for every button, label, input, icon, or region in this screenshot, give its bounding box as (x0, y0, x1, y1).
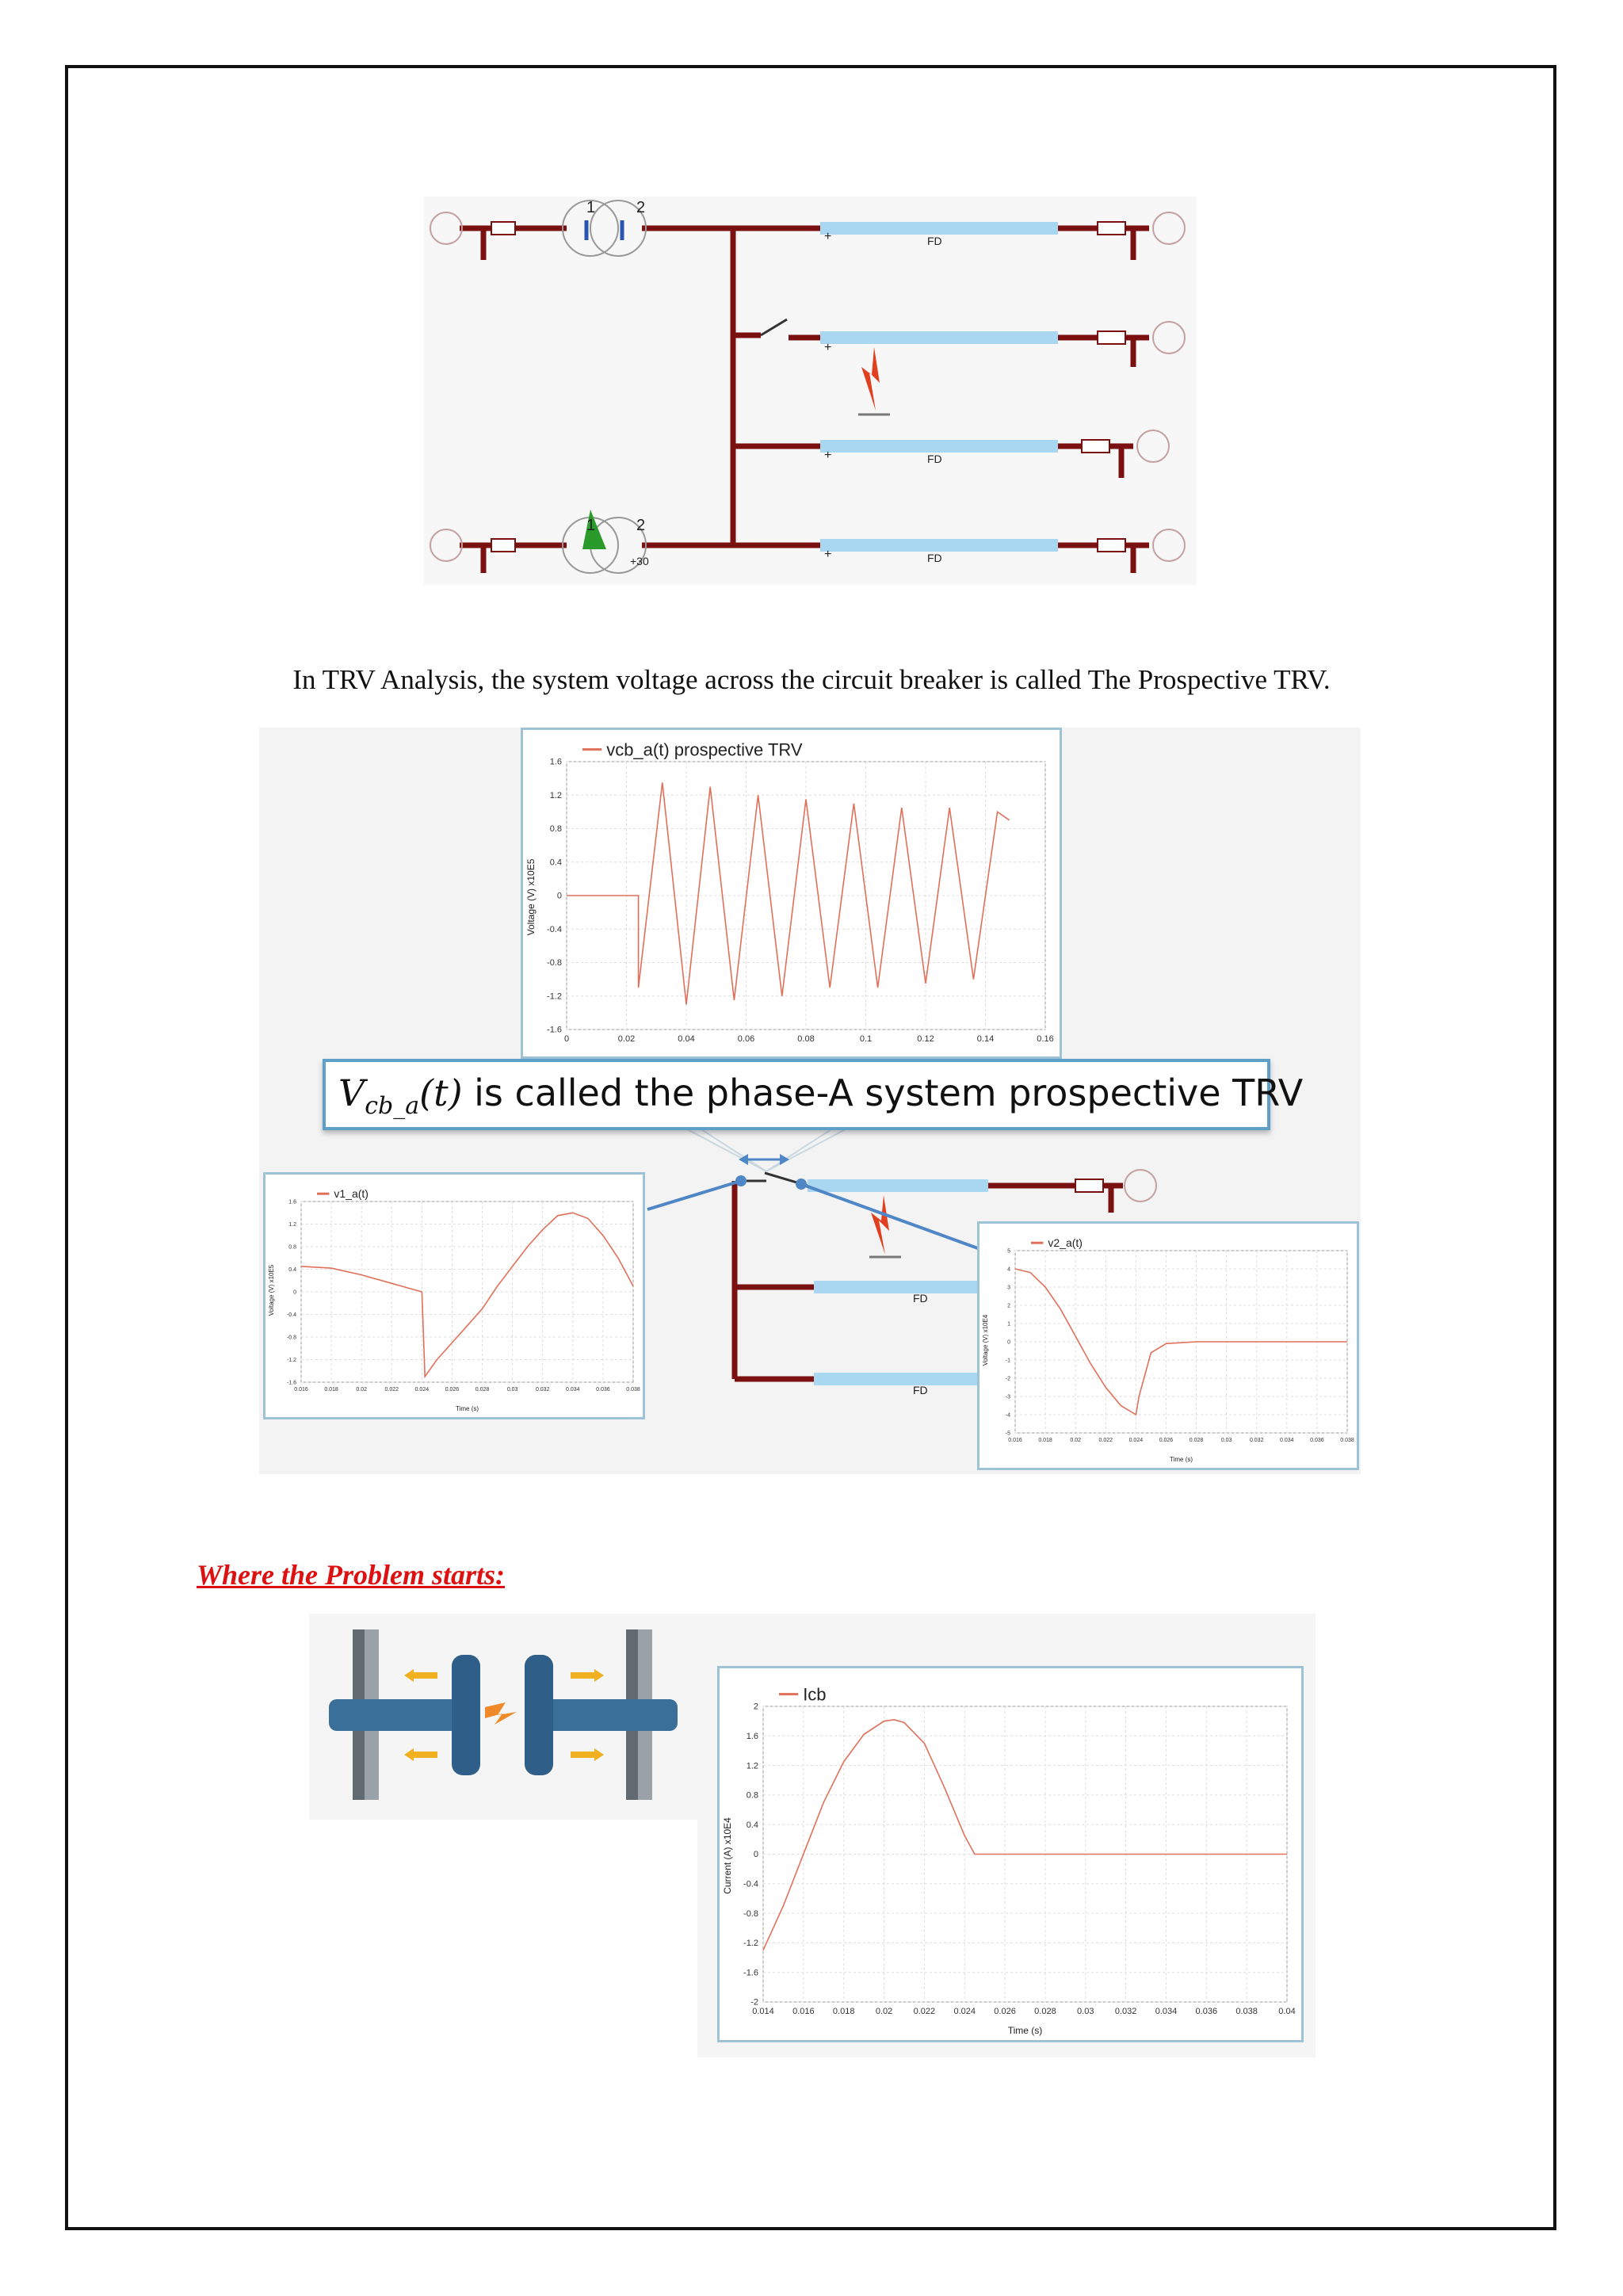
callout-math-v: V (338, 1072, 365, 1114)
x-tick-label: 0.04 (678, 1034, 695, 1044)
x-tick-label: 0.032 (535, 1387, 550, 1392)
x-axis-label: Time (s) (1007, 2025, 1043, 2036)
x-tick-label: 0.03 (1077, 2007, 1094, 2016)
chart-prospective-trv (521, 728, 1062, 1059)
x-tick-label: 0.02 (1070, 1438, 1081, 1443)
chart-title: vcb_a(t) prospective TRV (606, 739, 803, 760)
chart-title: v1_a(t) (334, 1187, 369, 1201)
x-tick-label: 0.024 (1128, 1438, 1144, 1443)
y-tick-label: -4 (1005, 1412, 1010, 1419)
tx2-label-1: 1 (586, 517, 596, 534)
x-tick-label: 0.06 (737, 1034, 755, 1044)
y-tick-label: -2 (750, 1997, 758, 2008)
x-tick-label: 0.024 (414, 1387, 430, 1392)
x-tick-label: 0.03 (506, 1387, 518, 1392)
x-tick-label: 0.1 (859, 1034, 873, 1044)
y-tick-label: 1 (1007, 1321, 1010, 1328)
x-tick-label: 0.018 (1038, 1438, 1052, 1443)
caption-text: In TRV Analysis, the system voltage across the circuit breaker is called The Prospective TRV. (292, 664, 1331, 695)
y-tick-label: 1.6 (288, 1199, 296, 1205)
x-tick-label: 0.026 (994, 2007, 1016, 2016)
x-axis-label: Time (s) (455, 1405, 479, 1412)
x-tick-label: 0.022 (1098, 1438, 1113, 1443)
x-tick-label: 0.026 (445, 1387, 460, 1392)
y-tick-label: 1.6 (549, 757, 562, 767)
y-tick-label: 0 (293, 1289, 296, 1296)
y-tick-label: -2 (1005, 1376, 1010, 1382)
plus-label-3: + (824, 449, 832, 462)
x-tick-label: 0.14 (976, 1034, 995, 1044)
x-tick-label: 0.038 (1235, 2007, 1258, 2016)
breaker-contacts-illustration (309, 1614, 697, 1820)
x-tick-label: 0.034 (1155, 2007, 1178, 2016)
chart-v1a (263, 1172, 645, 1419)
y-tick-label: 3 (1007, 1285, 1010, 1291)
y-tick-label: 0.4 (288, 1266, 296, 1273)
y-tick-label: 4 (1007, 1266, 1010, 1273)
tx2-label-2: 2 (636, 517, 646, 534)
y-tick-label: -1 (1005, 1358, 1010, 1364)
y-tick-label: -5 (1005, 1431, 1010, 1437)
y-tick-label: 0.8 (549, 824, 562, 835)
x-tick-label: 0.036 (1310, 1438, 1324, 1443)
x-tick-label: 0.02 (875, 2007, 893, 2016)
y-tick-label: -0.4 (286, 1312, 296, 1318)
x-tick-label: 0.026 (1159, 1438, 1174, 1443)
y-tick-label: -0.4 (547, 924, 562, 934)
y-tick-label: 0.4 (746, 1820, 758, 1830)
y-tick-label: 2 (1007, 1303, 1010, 1309)
callout-box (323, 1059, 1304, 1130)
chart-v2a-svg (980, 1224, 1357, 1468)
y-tick-label: 0 (1007, 1339, 1010, 1346)
x-tick-label: 0.016 (1008, 1438, 1022, 1443)
x-tick-label: 0.16 (1037, 1034, 1054, 1044)
y-tick-label: -0.8 (286, 1335, 296, 1341)
x-tick-label: 0.016 (792, 2007, 815, 2016)
x-tick-label: 0.022 (384, 1387, 399, 1392)
y-axis-label: Current (A) x10E4 (722, 1817, 733, 1894)
callout-text-body: is called the phase-A system prospective TRV (462, 1072, 1304, 1114)
y-tick-label: -1.2 (286, 1357, 296, 1363)
y-tick-label: 1.2 (549, 790, 562, 800)
y-tick-label: 0.8 (288, 1244, 296, 1251)
x-tick-label: 0.04 (1278, 2007, 1296, 2016)
y-tick-label: -1.6 (286, 1380, 296, 1386)
fd-label-1: FD (927, 235, 942, 247)
chart-title: v2_a(t) (1048, 1236, 1083, 1250)
x-tick-label: 0.036 (596, 1387, 610, 1392)
callout-math-sub: cb_a (365, 1092, 420, 1121)
y-tick-label: 0 (753, 1850, 758, 1860)
x-tick-label: 0.028 (1189, 1438, 1204, 1443)
y-axis-label: Voltage (V) x10E5 (268, 1264, 275, 1316)
x-tick-label: 0.016 (294, 1387, 308, 1392)
x-tick-label: 0.03 (1220, 1438, 1232, 1443)
x-tick-label: 0.034 (1280, 1438, 1294, 1443)
y-tick-label: 2 (753, 1702, 758, 1712)
x-tick-label: 0.028 (1034, 2007, 1056, 2016)
chart-icb-svg (720, 1668, 1301, 2040)
x-tick-label: 0.02 (356, 1387, 367, 1392)
x-tick-label: 0.014 (752, 2007, 774, 2016)
x-tick-label: 0.022 (913, 2007, 936, 2016)
x-tick-label: 0.038 (626, 1387, 640, 1392)
x-axis-label: Time (s) (1169, 1456, 1193, 1463)
x-tick-label: 0.034 (566, 1387, 580, 1392)
y-tick-label: -0.4 (743, 1879, 758, 1889)
y-tick-label: -1.6 (743, 1968, 758, 1978)
x-tick-label: 0.12 (917, 1034, 934, 1044)
y-tick-label: 1.2 (746, 1761, 758, 1771)
tx2-shift-label: +30 (630, 555, 649, 567)
fd-label-4: FD (913, 1292, 928, 1305)
tx1-label-2: 2 (636, 199, 646, 216)
y-tick-label: -1.6 (547, 1025, 562, 1035)
chart-v1a-svg (265, 1175, 643, 1417)
callout-math-arg: (t) (419, 1072, 463, 1114)
x-tick-label: 0 (563, 1034, 570, 1044)
x-tick-label: 0.08 (797, 1034, 815, 1044)
y-tick-label: 1.6 (746, 1731, 758, 1741)
fd-label-5: FD (913, 1384, 928, 1396)
chart-icb (717, 1666, 1304, 2042)
x-tick-label: 0.032 (1114, 2007, 1137, 2016)
x-tick-label: 0.018 (832, 2007, 855, 2016)
x-tick-label: 0.032 (1249, 1438, 1264, 1443)
y-tick-label: -3 (1005, 1394, 1010, 1400)
y-tick-label: 0.8 (746, 1790, 758, 1801)
chart-title: Icb (803, 1684, 827, 1705)
section-heading: Where the Problem starts: (197, 1559, 506, 1591)
y-tick-label: 1.2 (288, 1221, 296, 1228)
plus-label-4: + (824, 548, 832, 561)
y-tick-label: -1.2 (547, 991, 562, 1002)
y-tick-label: -0.8 (547, 958, 562, 968)
x-tick-label: 0.024 (953, 2007, 976, 2016)
x-tick-label: 0.028 (475, 1387, 490, 1392)
tx1-label-1: 1 (586, 199, 596, 216)
plus-label-2: + (824, 341, 832, 354)
x-tick-label: 0.036 (1195, 2007, 1218, 2016)
fd-label-3: FD (927, 552, 942, 564)
y-tick-label: -0.8 (743, 1908, 758, 1919)
chart-v2a (977, 1221, 1359, 1470)
y-axis-label: Voltage (V) x10E4 (982, 1314, 989, 1366)
circuit-diagram (424, 197, 1197, 585)
callout-text (338, 1072, 1303, 1120)
y-tick-label: 5 (1007, 1248, 1010, 1255)
y-tick-label: 0 (556, 891, 562, 901)
plus-label-1: + (824, 230, 832, 243)
y-axis-label: Voltage (V) x10E5 (525, 858, 537, 936)
x-tick-label: 0.02 (617, 1034, 636, 1044)
fd-label-2: FD (927, 453, 942, 465)
x-tick-label: 0.038 (1340, 1438, 1354, 1443)
x-tick-label: 0.018 (324, 1387, 338, 1392)
y-tick-label: -1.2 (743, 1939, 758, 1949)
y-tick-label: 0.4 (549, 858, 562, 868)
chart-prospective-trv-svg (523, 730, 1060, 1056)
